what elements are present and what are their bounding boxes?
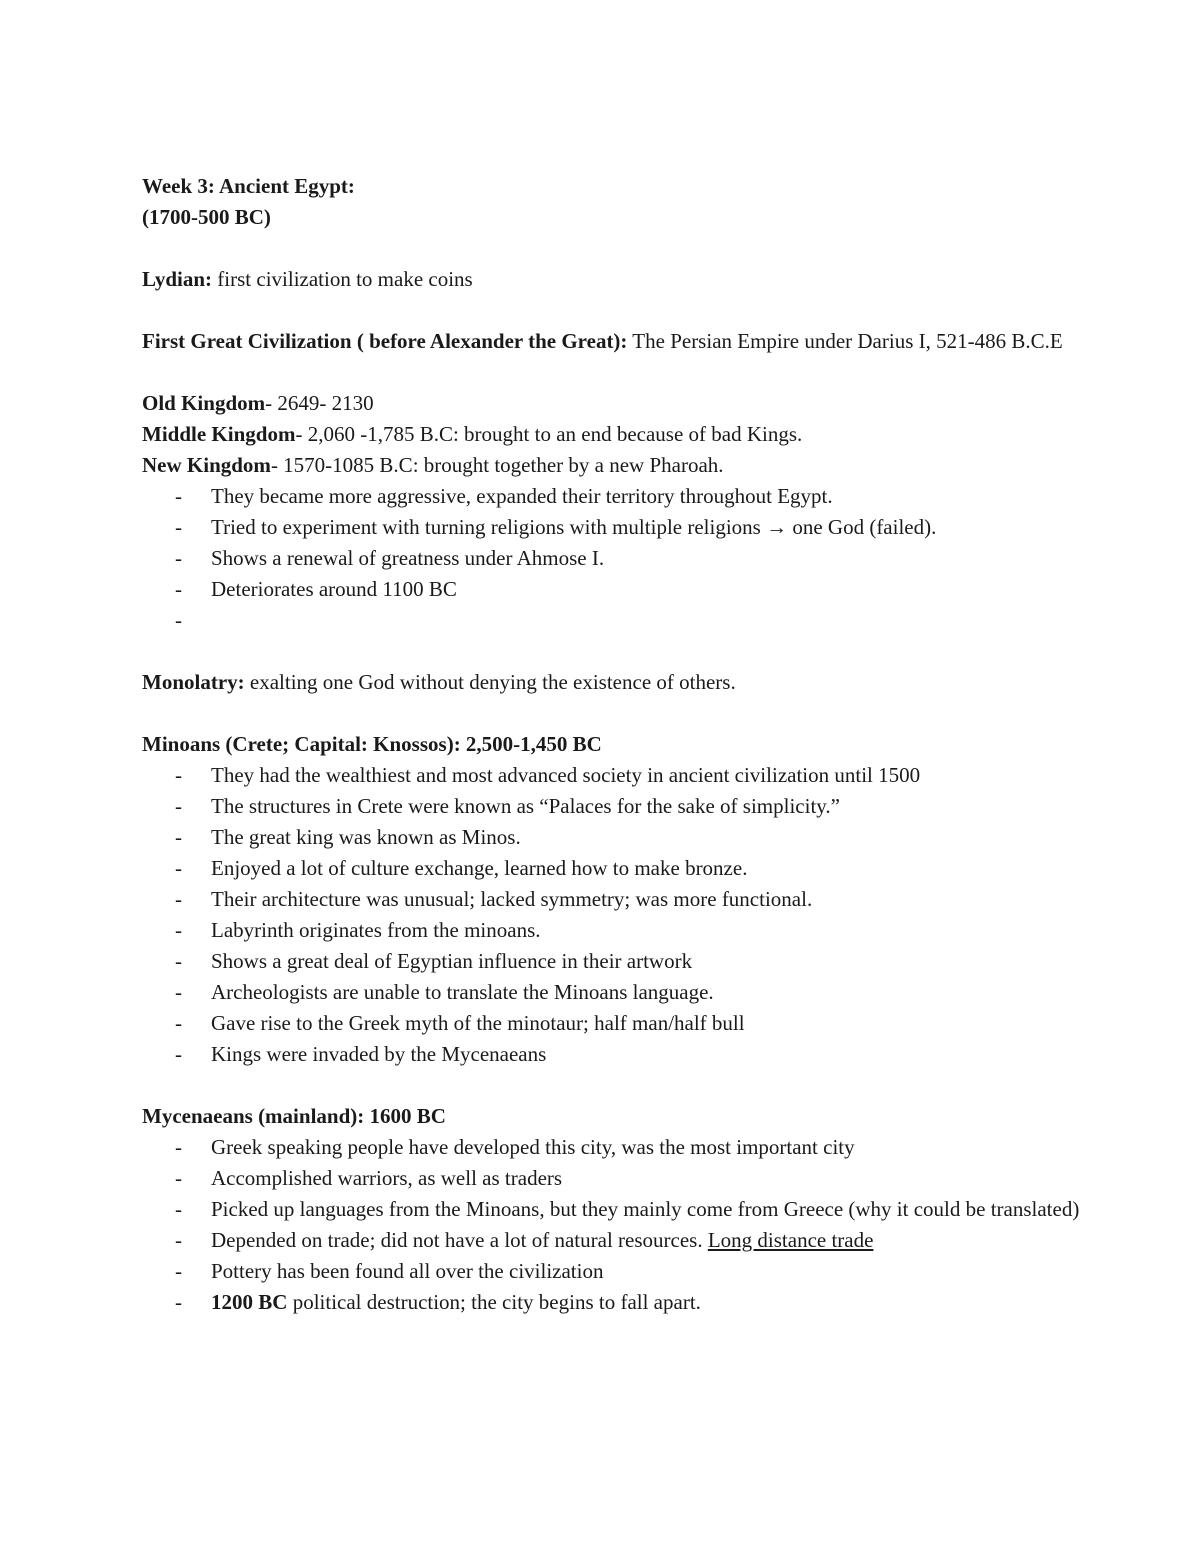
new-kingdom-text: - 1570-1085 B.C: brought together by a new Pharoah. <box>270 453 724 477</box>
middle-kingdom-term: Middle Kingdom <box>142 422 296 446</box>
list-item: - Enjoyed a lot of culture exchange, learned how to make bronze. <box>142 853 1082 884</box>
document-title: Week 3: Ancient Egypt: <box>142 174 355 198</box>
mycenaeans-list <box>142 1132 1082 1318</box>
spacer <box>142 1070 1082 1101</box>
monolatry-text: exalting one God without denying the existence of others. <box>244 670 736 694</box>
list-item: - They had the wealthiest and most advanced society in ancient civilization until 1500 <box>142 760 1082 791</box>
trade-text: Depended on trade; did not have a lot of natural resources. <box>211 1228 708 1252</box>
list-item: - Labyrinth originates from the minoans. <box>142 915 1082 946</box>
monolatry-entry <box>142 667 1082 698</box>
lydian-term: Lydian: <box>142 267 213 291</box>
long-distance-trade: Long distance trade <box>707 1228 874 1252</box>
list-item: - The great king was known as Minos. <box>142 822 1082 853</box>
list-item: - Gave rise to the Greek myth of the minotaur; half man/half bull <box>142 1008 1082 1039</box>
spacer <box>142 233 1082 264</box>
old-kingdom-term: Old Kingdom <box>142 391 266 415</box>
list-item: - Deteriorates around 1100 BC <box>142 574 1082 605</box>
mycenaeans-heading: Mycenaeans (mainland): 1600 BC <box>142 1104 446 1128</box>
old-kingdom-entry <box>142 388 1082 419</box>
list-item: - Their architecture was unusual; lacked symmetry; was more functional. <box>142 884 1082 915</box>
spacer <box>142 636 1082 667</box>
destruction-date: 1200 BC <box>211 1290 288 1314</box>
list-item: - Greek speaking people have developed this city, was the most important city <box>142 1132 1082 1163</box>
middle-kingdom-text: - 2,060 -1,785 B.C: brought to an end because of bad Kings. <box>295 422 803 446</box>
list-item: - The structures in Crete were known as “Palaces for the sake of simplicity.” <box>142 791 1082 822</box>
list-item: - They became more aggressive, expanded their territory throughout Egypt. <box>142 481 1082 512</box>
lydian-entry <box>142 264 1082 295</box>
date-range: (1700-500 BC) <box>142 205 271 229</box>
list-item: - Archeologists are unable to translate the Minoans language. <box>142 977 1082 1008</box>
lydian-text: first civilization to make coins <box>212 267 473 291</box>
minoans-list <box>142 760 1082 1070</box>
new-kingdom-list <box>142 481 1082 636</box>
monolatry-term: Monolatry: <box>142 670 245 694</box>
minoans-heading: Minoans (Crete; Capital: Knossos): 2,500-1,450 BC <box>142 732 602 756</box>
list-item: - Kings were invaded by the Mycenaeans <box>142 1039 1082 1070</box>
list-item <box>142 605 1082 636</box>
new-kingdom-entry <box>142 450 1082 481</box>
list-item <box>142 1225 1082 1256</box>
first-great-term: First Great Civilization ( before Alexander the Great): <box>142 329 628 353</box>
middle-kingdom-entry <box>142 419 1082 450</box>
spacer <box>142 357 1082 388</box>
new-kingdom-term: New Kingdom <box>142 453 271 477</box>
list-item: - Pottery has been found all over the civilization <box>142 1256 1082 1287</box>
old-kingdom-text: - 2649- 2130 <box>265 391 374 415</box>
spacer <box>142 295 1082 326</box>
list-item: - Shows a renewal of greatness under Ahmose I. <box>142 543 1082 574</box>
destruction-text: political destruction; the city begins to fall apart. <box>287 1290 701 1314</box>
spacer <box>142 698 1082 729</box>
list-item: - Accomplished warriors, as well as traders <box>142 1163 1082 1194</box>
list-item <box>142 1287 1082 1318</box>
list-item: - Shows a great deal of Egyptian influence in their artwork <box>142 946 1082 977</box>
first-great-text: The Persian Empire under Darius I, 521-486 B.C.E <box>627 329 1063 353</box>
list-item: - Picked up languages from the Minoans, but they mainly come from Greece (why it could be translated) <box>142 1194 1082 1225</box>
list-item: - Tried to experiment with turning religions with multiple religions → one God (failed). <box>142 512 1082 543</box>
document-page <box>142 171 1082 1318</box>
first-great-entry <box>142 326 1082 357</box>
